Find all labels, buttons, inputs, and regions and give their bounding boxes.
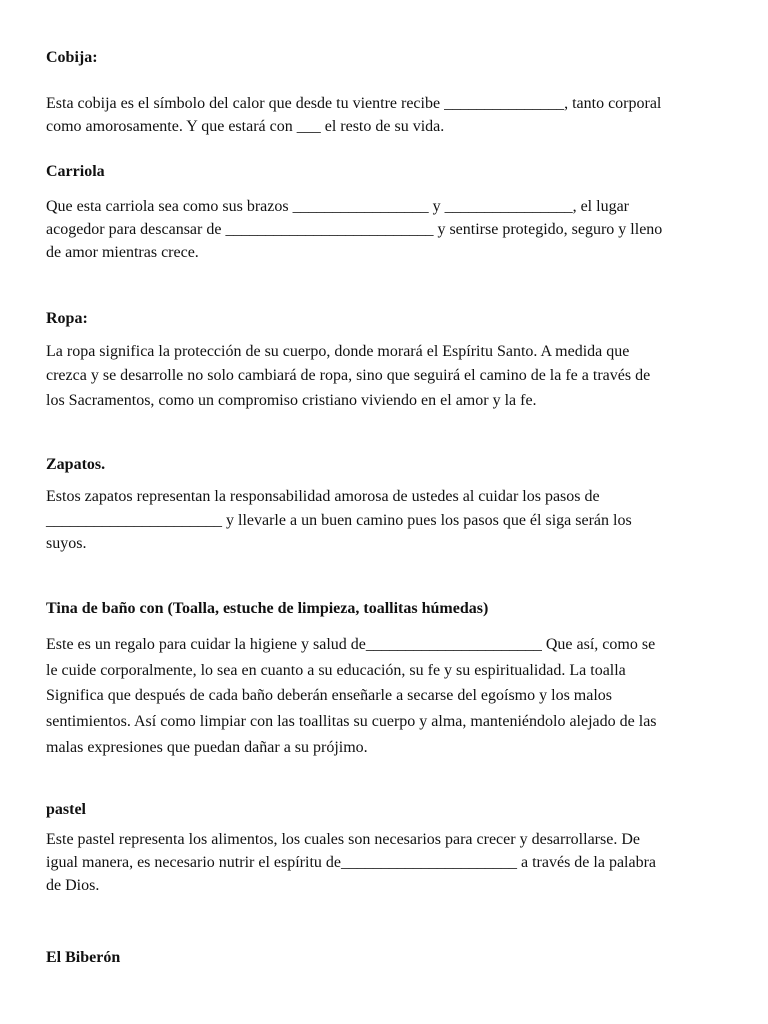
section-text-carriola bbox=[46, 195, 726, 264]
text-line: de amor mientras crece. bbox=[46, 244, 199, 261]
text-line: los Sacramentos, como un compromiso cristiano viviendo en el amor y la fe. bbox=[46, 391, 537, 409]
text-line: de Dios. bbox=[46, 877, 100, 894]
text-line: La ropa significa la protección de su cuerpo, donde morará el Espíritu Santo. A medida que bbox=[46, 343, 630, 360]
text-line: como amorosamente. Y que estará con ___ el resto de su vida. bbox=[46, 118, 445, 135]
text-line: Que esta carriola sea como sus brazos _________________ y ________________, el lugar bbox=[46, 198, 629, 215]
text-line: Este pastel representa los alimentos, los cuales son necesarios para crecer y desarrollarse. De bbox=[46, 831, 640, 848]
text-line: Significa que después de cada baño deberán enseñarle a secarse del egoísmo y los malos bbox=[46, 687, 613, 705]
section-text-ropa bbox=[46, 340, 726, 413]
section-heading-cobija: Cobija: bbox=[46, 49, 98, 66]
section-heading-carriola: Carriola bbox=[46, 163, 105, 180]
text-line: le cuide corporalmente, lo sea en cuanto a su educación, su fe y su espiritualidad. La toalla bbox=[46, 661, 626, 679]
text-line: suyos. bbox=[46, 535, 87, 552]
text-line: ______________________ y llevarle a un buen camino pues los pasos que él siga serán los bbox=[46, 511, 632, 529]
section-heading-tina-de-bano: Tina de baño con (Toalla, estuche de limpieza, toallitas húmedas) bbox=[46, 600, 489, 617]
section-text-tina-de-bano bbox=[46, 632, 726, 761]
text-line: crezca y se desarrolle no solo cambiará de ropa, sino que seguirá el camino de la fe a través de bbox=[46, 367, 651, 385]
section-text-zapatos bbox=[46, 485, 726, 556]
text-line: Este es un regalo para cuidar la higiene y salud de______________________ Que así, como se bbox=[46, 636, 656, 653]
text-line: malas expresiones que puedan dañar a su prójimo. bbox=[46, 738, 368, 756]
section-text-cobija bbox=[46, 92, 726, 138]
section-text-pastel bbox=[46, 828, 726, 897]
text-line: Esta cobija es el símbolo del calor que desde tu vientre recibe _______________, tanto corporal bbox=[46, 95, 662, 112]
section-heading-biberon: El Biberón bbox=[46, 949, 121, 966]
section-heading-zapatos: Zapatos. bbox=[46, 456, 106, 473]
text-line: igual manera, es necesario nutrir el espíritu de______________________ a través de la palabra bbox=[46, 854, 657, 871]
text-line: sentimientos. Así como limpiar con las toallitas su cuerpo y alma, manteniéndolo alejado de las bbox=[46, 713, 657, 731]
section-heading-ropa: Ropa: bbox=[46, 310, 88, 327]
section-heading-pastel: pastel bbox=[46, 801, 86, 818]
text-line: acogedor para descansar de __________________________ y sentirse protegido, seguro y lleno bbox=[46, 221, 663, 238]
text-line: Estos zapatos representan la responsabilidad amorosa de ustedes al cuidar los pasos de bbox=[46, 488, 600, 505]
